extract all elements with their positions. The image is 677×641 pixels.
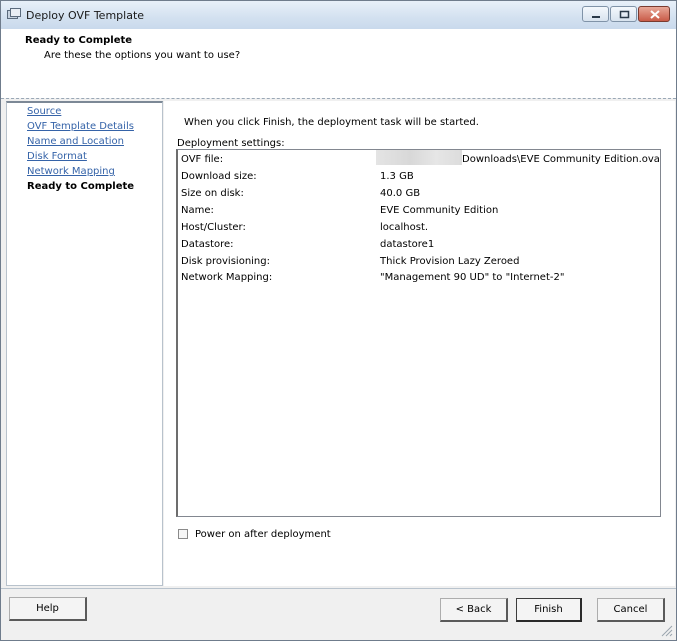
setting-value-disk-provisioning: Thick Provision Lazy Zeroed (380, 256, 520, 267)
nav-item-disk-format[interactable]: Disk Format (27, 151, 87, 162)
cancel-button[interactable]: Cancel (597, 598, 665, 622)
nav-item-ready-to-complete: Ready to Complete (27, 181, 135, 192)
resize-grip-icon[interactable] (659, 623, 673, 637)
minimize-button[interactable] (582, 6, 609, 22)
nav-item-source[interactable]: Source (27, 106, 62, 117)
nav-item-ovf-template-details[interactable]: OVF Template Details (27, 121, 134, 132)
close-button[interactable] (638, 6, 670, 22)
setting-label-disk-provisioning: Disk provisioning: (181, 256, 270, 267)
setting-value-network-mapping: "Management 90 UD" to "Internet-2" (380, 272, 565, 283)
nav-item-network-mapping[interactable]: Network Mapping (27, 166, 115, 177)
maximize-icon (611, 7, 638, 23)
redacted-path (376, 150, 462, 165)
header-divider (1, 98, 676, 99)
setting-value-datastore: datastore1 (380, 239, 435, 250)
setting-value-ovf-file: Downloads\EVE Community Edition.ova (462, 154, 660, 165)
power-on-checkbox[interactable] (178, 529, 188, 539)
setting-value-download-size: 1.3 GB (380, 171, 414, 182)
maximize-button[interactable] (610, 6, 637, 22)
footer-divider (1, 588, 676, 589)
setting-label-datastore: Datastore: (181, 239, 234, 250)
setting-value-size-on-disk: 40.0 GB (380, 188, 421, 199)
deployment-settings-label: Deployment settings: (177, 138, 285, 149)
app-icon (7, 8, 21, 20)
setting-value-host-cluster: localhost. (380, 222, 429, 233)
nav-item-name-and-location[interactable]: Name and Location (27, 136, 124, 147)
setting-label-name: Name: (181, 205, 214, 216)
setting-label-download-size: Download size: (181, 171, 257, 182)
help-button[interactable]: Help (9, 597, 87, 621)
intro-text: When you click Finish, the deployment task will be started. (184, 117, 479, 128)
step-subtitle: Are these the options you want to use? (44, 50, 241, 61)
setting-label-size-on-disk: Size on disk: (181, 188, 244, 199)
window-title: Deploy OVF Template (26, 9, 145, 22)
close-icon (639, 7, 671, 23)
setting-label-host-cluster: Host/Cluster: (181, 222, 246, 233)
setting-label-network-mapping: Network Mapping: (181, 272, 273, 283)
minimize-icon (583, 7, 610, 23)
finish-button[interactable]: Finish (516, 598, 582, 622)
back-button[interactable]: < Back (440, 598, 508, 622)
setting-value-name: EVE Community Edition (380, 205, 499, 216)
step-title: Ready to Complete (25, 35, 133, 46)
setting-label-ovf-file: OVF file: (181, 154, 224, 165)
power-on-label[interactable]: Power on after deployment (195, 529, 331, 540)
